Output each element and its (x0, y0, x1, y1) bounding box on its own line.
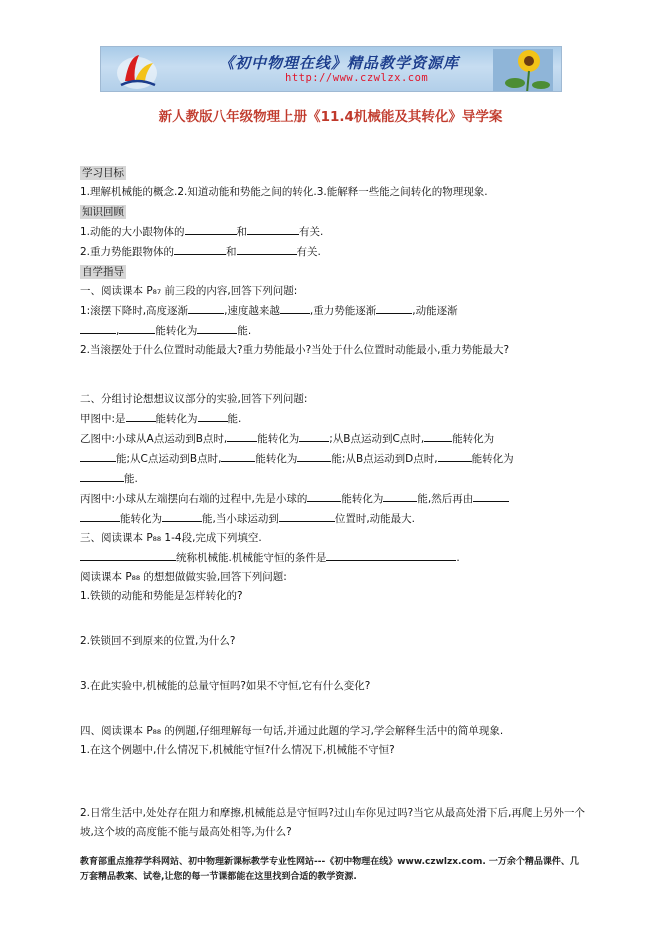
blank (174, 242, 226, 255)
guide-heading: 自学指导 (82, 266, 124, 278)
blank (280, 301, 310, 314)
blank (162, 509, 202, 522)
blank (237, 242, 297, 255)
part3-q1: 1.铁锁的动能和势能是怎样转化的? (80, 590, 243, 602)
document-title: 新人教版八年级物理上册《11.4机械能及其转化》导学案 (158, 109, 503, 125)
goals-text: 1.理解机械能的概念.2.知道动能和势能之间的转化.3.能解释一些能之间转化的物理现象. (80, 186, 488, 198)
part2-yi-e: 能;从C点运动到B点时, (116, 453, 222, 465)
review1-text-c: 有关. (299, 226, 324, 238)
part1-q2: 2.当滚摆处于什么位置时动能最大?重力势能最小?当处于什么位置时动能最小,重力势能最大? (80, 344, 510, 356)
part1-intro: 一、阅读课本 P₈₇ 前三段的内容,回答下列问题: (80, 285, 298, 297)
blank (188, 301, 224, 314)
blank (279, 509, 335, 522)
part2-bing-a: 丙图中:小球从左端摆向右端的过程中,先是小球的 (80, 493, 308, 505)
part1-q1-e: , (116, 325, 120, 337)
part3-read: 阅读课本 P₈₈ 的想想做做实验,回答下列问题: (80, 571, 287, 583)
blank (383, 489, 417, 502)
blank (198, 409, 228, 422)
part2-bing-d: 能转化为 (120, 513, 162, 525)
blank (80, 449, 116, 462)
review2-text-b: 和 (226, 246, 237, 258)
review2-text-c: 有关. (296, 246, 321, 258)
part2-bing-c: 能,然后再由 (417, 493, 474, 505)
blank (424, 429, 452, 442)
part1-q1-a: 1:滚摆下降时,高度逐渐 (80, 305, 189, 317)
blank (473, 489, 509, 502)
worksheet-body (80, 163, 585, 842)
blank (247, 222, 299, 235)
part4-q1: 1.在这个例题中,什么情况下,机械能守恒?什么情况下,机械能不守恒? (80, 744, 395, 756)
blank (326, 548, 456, 561)
part2-bing-b: 能转化为 (341, 493, 384, 505)
part3-fill-b: . (456, 552, 460, 564)
blank (80, 548, 176, 561)
part2-jia-c: 能. (227, 413, 242, 425)
part4-q2: 2.日常生活中,处处存在阻力和摩擦,机械能总是守恒吗?过山车你见过吗?当它从最高处滑下后,再爬上另外一个坡,这个坡的高度能不能与最高处相等,为什么? (80, 807, 585, 838)
blank (197, 321, 237, 334)
part1-q1-d: ,动能逐渐 (412, 305, 458, 317)
part3-fill-a: 统称机械能.机械能守恒的条件是 (176, 552, 327, 564)
blank (126, 409, 156, 422)
part1-q1-c: ,重力势能逐渐 (309, 305, 377, 317)
part2-bing-e: 能,当小球运动到 (202, 513, 279, 525)
part2-intro: 二、分组讨论想想议议部分的实验,回答下列问题: (80, 393, 308, 405)
sunflower-icon (493, 49, 553, 92)
part2-yi-i: 能. (124, 473, 138, 485)
part3-q2: 2.铁锁回不到原来的位置,为什么? (80, 635, 236, 647)
blank (80, 509, 120, 522)
blank (119, 321, 155, 334)
blank (438, 449, 472, 462)
review2-text-a: 2.重力势能跟物体的 (80, 246, 175, 258)
banner-url[interactable]: http://www.czwlzx.com (285, 72, 429, 84)
blank (299, 429, 329, 442)
part2-yi-b: 能转化为 (257, 433, 300, 445)
blank (221, 449, 255, 462)
part2-jia-a: 甲图中:是 (80, 413, 126, 425)
page-footer: 教育部重点推荐学科网站、初中物理新课标教学专业性网站---《初中物理在线》www.czwlzx.com. 一万余个精品课件、几万套精品教案、试卷,让您的每一节课都能在这里找到合适的教学资源. (80, 857, 579, 882)
banner-title: 《初中物理在线》精品教学资源库 (219, 54, 460, 72)
blank (227, 429, 257, 442)
part2-yi-f: 能转化为 (255, 453, 298, 465)
part2-jia-b: 能转化为 (155, 413, 198, 425)
part4-intro: 四、阅读课本 P₈₈ 的例题,仔细理解每一句话,并通过此题的学习,学会解释生活中的简单现象. (80, 725, 504, 737)
blank (307, 489, 341, 502)
review1-text-a: 1.动能的大小跟物体的 (80, 226, 185, 238)
part2-yi-d: 能转化为 (452, 433, 495, 445)
part2-yi-h: 能转化为 (471, 453, 514, 465)
review-heading: 知识回顾 (82, 206, 124, 218)
blank (376, 301, 412, 314)
blank (185, 222, 237, 235)
blank (80, 469, 124, 482)
review1-text-b: 和 (236, 226, 248, 238)
part1-q1-g: 能. (237, 325, 252, 337)
blank (297, 449, 331, 462)
blank (80, 321, 116, 334)
part2-yi-g: 能;从B点运动到D点时, (331, 453, 438, 465)
part1-q1-b: ,速度越来越 (224, 305, 280, 317)
site-logo-icon (115, 51, 159, 91)
part2-yi-a: 乙图中:小球从A点运动到B点时, (80, 433, 228, 445)
part2-bing-f: 位置时,动能最大. (334, 513, 416, 525)
part1-q1-f: 能转化为 (155, 325, 198, 337)
part3-intro: 三、阅读课本 P₈₈ 1-4段,完成下列填空. (80, 532, 262, 544)
part2-yi-c: ;从B点运动到C点时, (329, 433, 425, 445)
goals-heading: 学习目标 (82, 167, 124, 179)
header-banner (100, 46, 562, 92)
part3-q3: 3.在此实验中,机械能的总量守恒吗?如果不守恒,它有什么变化? (80, 680, 371, 692)
